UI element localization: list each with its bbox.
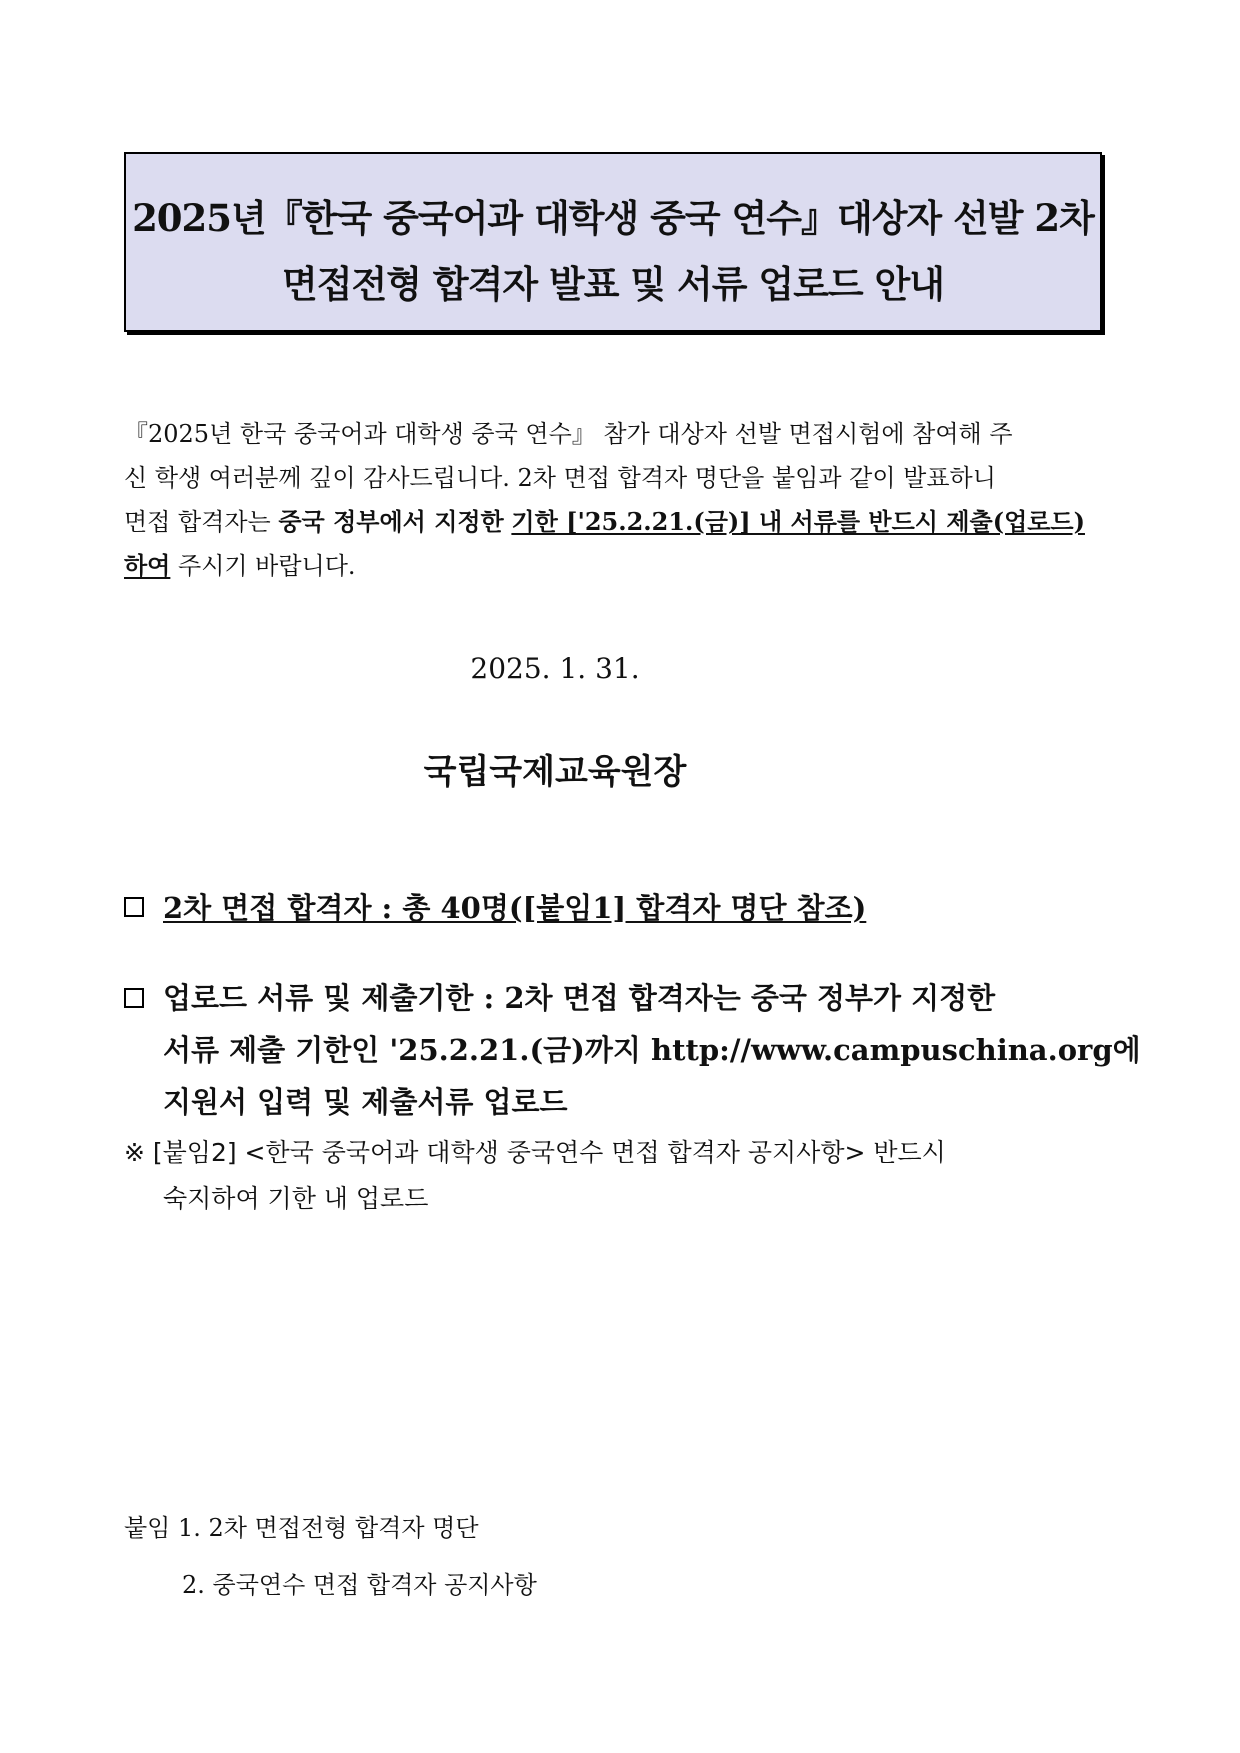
section-1-passers: 2차 면접 합격자 : 총 40명([붙임1] 합격자 명단 참조) [163, 891, 867, 925]
checkbox-square-icon [124, 988, 144, 1008]
section-2-line-1: 업로드 서류 및 제출기한 : 2차 면접 합격자는 중국 정부가 지정한 [163, 981, 996, 1015]
intro-line-3-plain: 면접 합격자는 [124, 508, 279, 536]
note-line-1: ※ [붙임2] <한국 중국어과 대학생 중국연수 면접 합격자 공지사항> 반드시 [124, 1138, 946, 1167]
document-date: 2025. 1. 31. [470, 652, 640, 685]
title-line-2: 면접전형 합격자 발표 및 서류 업로드 안내 [282, 262, 944, 306]
intro-line-3-bold: 중국 정부에서 지정한 [278, 507, 504, 536]
intro-line-2: 신 학생 여러분께 깊이 감사드립니다. 2차 면접 합격자 명단을 붙임과 같이 발표하니 [124, 464, 996, 492]
intro-line-4-plain: 주시기 바랍니다. [170, 552, 356, 580]
intro-line-1: 『2025년 한국 중국어과 대학생 중국 연수』 참가 대상자 선발 면접시험에 참여해 주 [124, 420, 1013, 448]
section-2-line-3: 지원서 입력 및 제출서류 업로드 [163, 1085, 568, 1119]
title-line-1: 2025년『한국 중국어과 대학생 중국 연수』대상자 선발 2차 [132, 196, 1094, 240]
note-line-2: 숙지하여 기한 내 업로드 [163, 1184, 429, 1213]
issuing-organization: 국립국제교육원장 [423, 752, 687, 792]
attachment-1: 붙임 1. 2차 면접전형 합격자 명단 [124, 1514, 479, 1542]
title-box [124, 152, 1102, 332]
checkbox-square-icon [124, 897, 144, 917]
intro-line-4 [124, 544, 1124, 588]
intro-line-4-emphasis: 하여 [124, 551, 171, 580]
section-2-line-2: 서류 제출 기한인 '25.2.21.(금)까지 http://www.campuschina.org에 [163, 1033, 1141, 1067]
attachment-2: 2. 중국연수 면접 합격자 공지사항 [182, 1571, 537, 1599]
intro-deadline-emphasis: 기한 ['25.2.21.(금)] 내 서류를 반드시 제출(업로드) [511, 507, 1085, 536]
intro-line-3 [124, 500, 1124, 544]
